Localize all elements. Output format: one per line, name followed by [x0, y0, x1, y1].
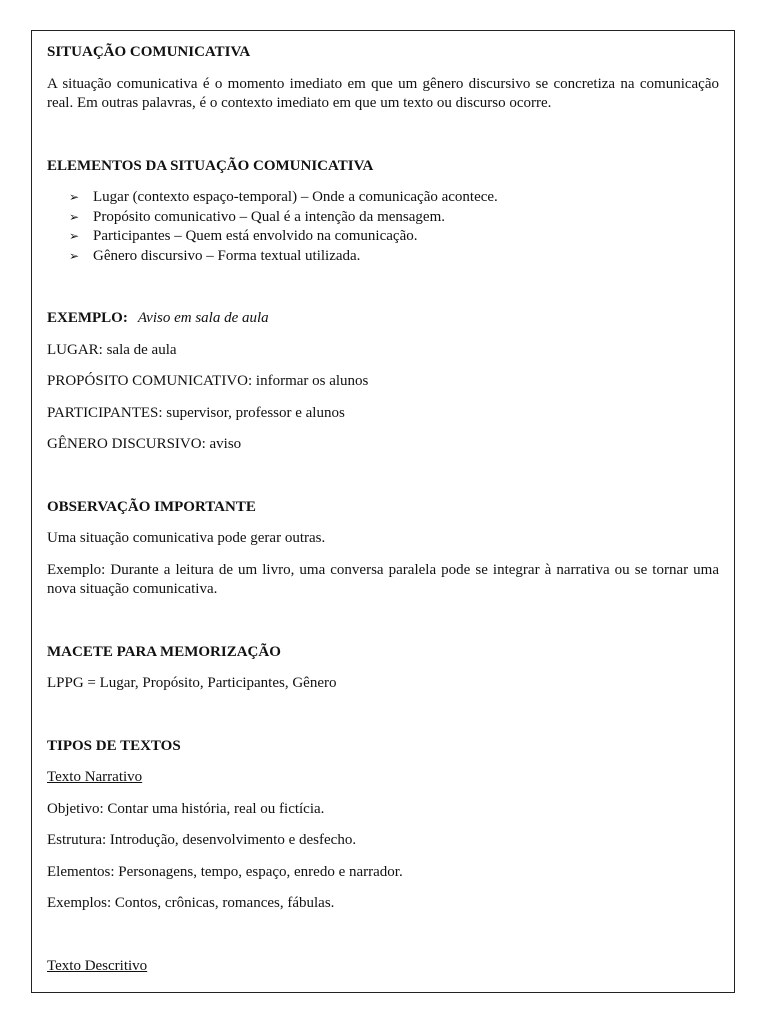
list-item: ➢ Propósito comunicativo – Qual é a intenção da mensagem. [69, 208, 719, 228]
list-item: ➢ Lugar (contexto espaço-temporal) – Onde a comunicação acontece. [69, 188, 719, 208]
example-line-lugar: LUGAR: sala de aula [47, 341, 177, 358]
section-title-situacao: SITUAÇÃO COMUNICATIVA [47, 44, 251, 60]
section-title-tipos: TIPOS DE TEXTOS [47, 737, 181, 754]
arrow-bullet-icon: ➢ [69, 190, 80, 204]
example-label: EXEMPLO: [47, 310, 128, 326]
spacer [47, 926, 719, 957]
observation-line-1: Uma situação comunicativa pode gerar outras. [47, 530, 326, 546]
list-item: ➢ Participantes – Quem está envolvido na comunicação. [69, 227, 719, 247]
narrative-estrutura: Estrutura: Introdução, desenvolvimento e desfecho. [47, 832, 357, 848]
spacer [47, 612, 719, 643]
subtitle-narrativo: Texto Narrativo [47, 769, 143, 785]
arrow-bullet-icon: ➢ [69, 209, 80, 224]
subtitle-descritivo: Texto Descritivo [47, 957, 148, 974]
arrow-bullet-icon: ➢ [69, 229, 80, 243]
example-line-genero: GÊNERO DISCURSIVO: aviso [47, 436, 242, 452]
document-content [32, 31, 734, 976]
section-text-situacao: A situação comunicativa é o momento imediato em que um gênero discursivo se concretiza na comunicação real. Em outras palavras, é o contexto imediato em que um texto ou discurso ocorre. [47, 75, 719, 111]
narrative-elementos: Elementos: Personagens, tempo, espaço, enredo e narrador. [47, 863, 403, 880]
document-page [31, 30, 735, 993]
elements-list [47, 188, 719, 266]
mnemonic-text: LPPG = Lugar, Propósito, Participantes, Gênero [47, 675, 337, 691]
arrow-bullet-icon: ➢ [69, 248, 80, 263]
example-subject: Aviso em sala de aula [137, 310, 269, 326]
section-title-elementos: ELEMENTOS DA SITUAÇÃO COMUNICATIVA [47, 157, 374, 174]
narrative-exemplos: Exemplos: Contos, crônicas, romances, fábulas. [47, 895, 335, 911]
spacer [47, 126, 719, 157]
observation-line-2: Exemplo: Durante a leitura de um livro, uma conversa paralela pode se integrar à narrativa ou se tornar uma nova situação comunicativa. [47, 561, 719, 597]
section-title-macete: MACETE PARA MEMORIZAÇÃO [47, 643, 281, 660]
example-line-proposito: PROPÓSITO COMUNICATIVO: informar os alunos [47, 373, 369, 389]
section-title-observacao: OBSERVAÇÃO IMPORTANTE [47, 498, 256, 515]
narrative-objetivo: Objetivo: Contar uma história, real ou fictícia. [47, 800, 325, 817]
list-item: ➢ Gênero discursivo – Forma textual utilizada. [69, 247, 719, 267]
example-heading [47, 309, 719, 329]
spacer [47, 706, 719, 737]
spacer [47, 467, 719, 498]
example-line-participantes: PARTICIPANTES: supervisor, professor e alunos [47, 404, 345, 421]
spacer [47, 278, 719, 309]
